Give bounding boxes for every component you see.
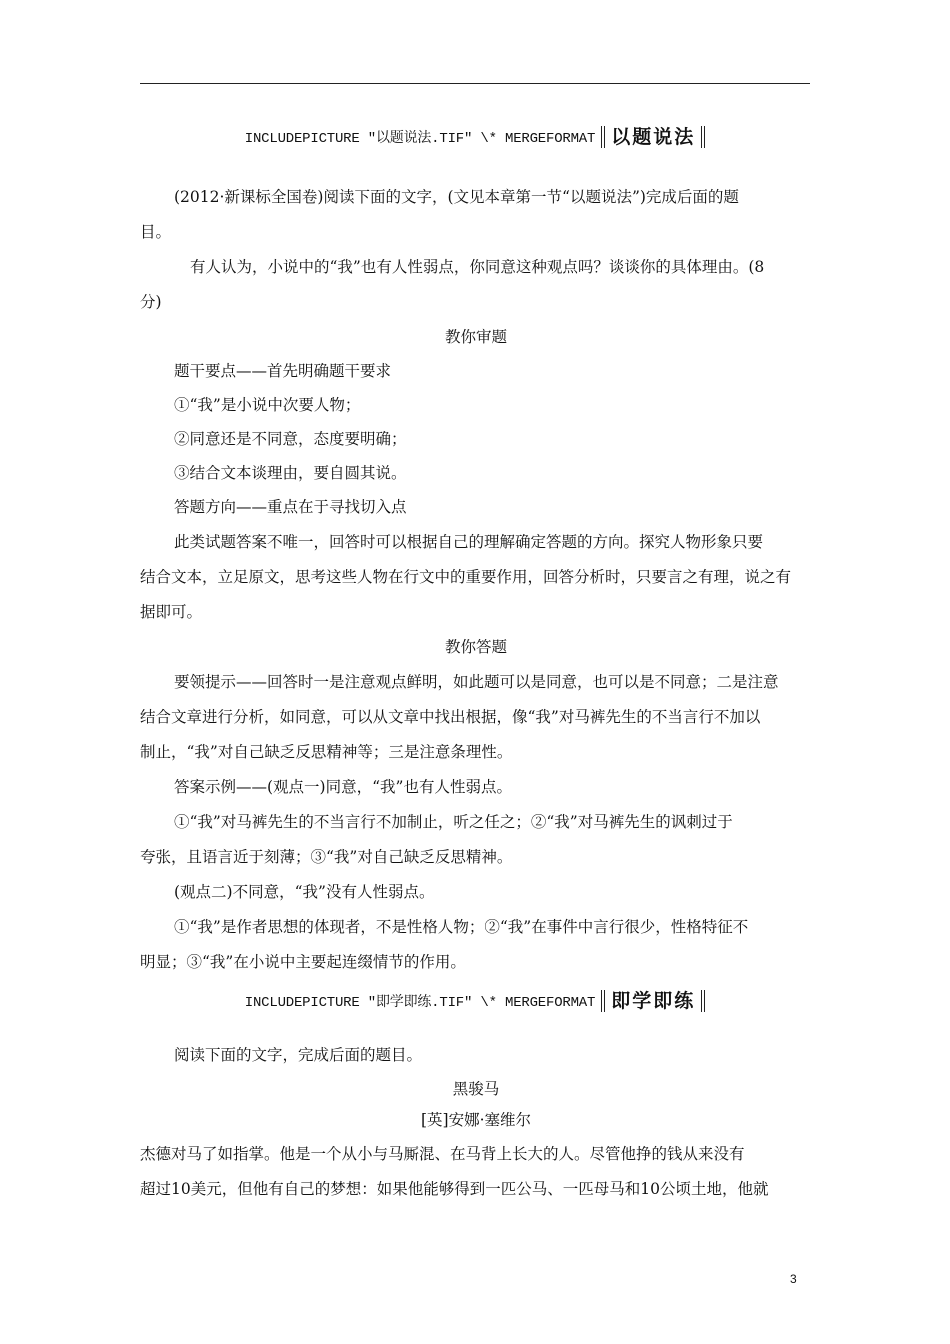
list-item: ①“我”是小说中次要人物； [174, 396, 361, 414]
passage-title: 黑骏马 [452, 1080, 500, 1098]
paragraph-line: ①“我”是作者思想的体现者，不是性格人物；②“我”在事件中言行很少，性格特征不 [174, 918, 749, 936]
paragraph-line: 阅读下面的文字，完成后面的题目。 [174, 1046, 423, 1064]
paragraph-line: 超过10美元，但他有自己的梦想：如果他能够得到一匹公马、一匹母马和10公顷土地，他就 [140, 1180, 769, 1198]
paragraph-line: 答题方向——重点在于寻找切入点 [174, 498, 407, 516]
paragraph-line: 题干要点——首先明确题干要求 [174, 362, 392, 380]
paragraph-line: 夸张，且语言近于刻薄；③“我”对自己缺乏反思精神。 [140, 848, 513, 866]
paragraph-line: 此类试题答案不唯一，回答时可以根据自己的理解确定答题的方向。探究人物形象只要 [174, 533, 764, 551]
header-rule [140, 83, 810, 84]
paragraph-line: 据即可。 [140, 603, 203, 621]
paragraph-line: 答案示例——(观点一)同意，“我”也有人性弱点。 [174, 778, 512, 796]
section-badge-1: 以题说法 [601, 126, 705, 148]
paragraph-line: 目。 [140, 223, 172, 241]
paragraph-line: 杰德对马了如指掌。他是一个从小与马厮混、在马背上长大的人。尽管他挣的钱从来没有 [140, 1145, 745, 1163]
paragraph-line: ①“我”对马裤先生的不当言行不加制止，听之任之；②“我”对马裤先生的讽刺过于 [174, 813, 733, 831]
field-code-text: INCLUDEPICTURE "以题说法.TIF" \* MERGEFORMAT [244, 131, 596, 147]
paragraph-line: (观点二)不同意，“我”没有人性弱点。 [174, 883, 435, 901]
paragraph-line: 结合文章进行分析，如同意，可以从文章中找出根据，像“我”对马裤先生的不当言行不加以 [140, 708, 761, 726]
section-header-1 [140, 126, 810, 148]
paragraph-line: 制止，“我”对自己缺乏反思精神等；三是注意条理性。 [140, 743, 513, 761]
paragraph-line: 要领提示——回答时一是注意观点鲜明，如此题可以是同意，也可以是不同意；二是注意 [174, 673, 779, 691]
paragraph-line: 明显；③“我”在小说中主要起连缀情节的作用。 [140, 953, 466, 971]
subheading: 教你审题 [444, 328, 507, 346]
section-badge-2: 即学即练 [601, 990, 705, 1012]
field-code-text: INCLUDEPICTURE "即学即练.TIF" \* MERGEFORMAT [244, 995, 596, 1011]
subheading: 教你答题 [444, 638, 507, 656]
question-line: 有人认为，小说中的“我”也有人性弱点，你同意这种观点吗？谈谈你的具体理由。(8 [190, 258, 765, 276]
list-item: ③结合文本谈理由，要自圆其说。 [174, 464, 407, 482]
paragraph-line: 结合文本，立足原文，思考这些人物在行文中的重要作用，回答分析时，只要言之有理，说之有 [140, 568, 792, 586]
paragraph-line: (2012·新课标全国卷)阅读下面的文字，(文见本章第一节“以题说法”)完成后面的题 [174, 188, 739, 206]
list-item: ②同意还是不同意，态度要明确； [174, 430, 407, 448]
paragraph-line: 分) [140, 293, 162, 311]
passage-author: [英]安娜·塞维尔 [420, 1111, 532, 1129]
page-number: 3 [790, 1272, 797, 1286]
section-header-2 [140, 990, 810, 1012]
